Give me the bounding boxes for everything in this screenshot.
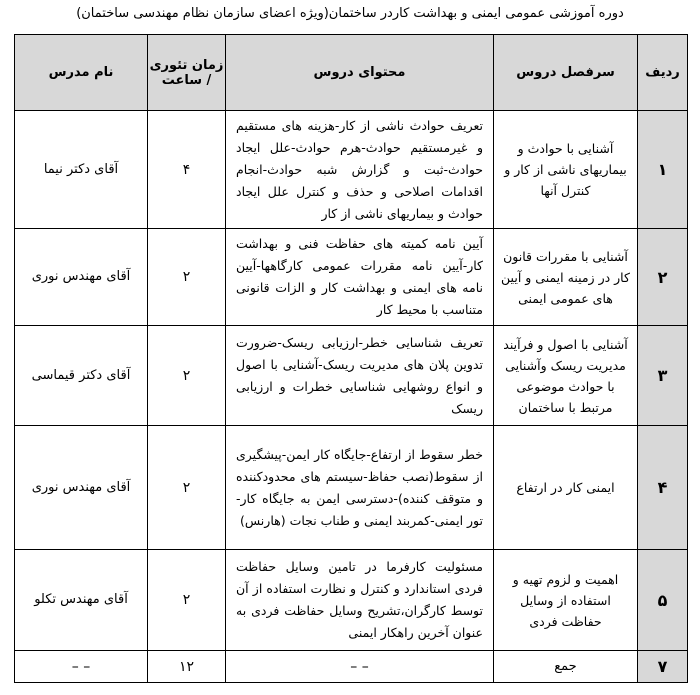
table-row (15, 550, 688, 651)
row-teacher: آقای مهندس تکلو (15, 550, 148, 651)
row-hours: ۴ (148, 111, 226, 229)
row-content: مسئولیت کارفرما در تامین وسایل حفاظت فردی استاندارد و کنترل و نظارت استفاده از آن توسط کارگران،تشریح وسایل حفاظت فردی به عنوان آخرین راهکار ایمنی (226, 550, 494, 651)
row-hours: ۲ (148, 326, 226, 426)
header-teacher: نام مدرس (15, 35, 148, 111)
row-teacher: آقای دکتر نیما (15, 111, 148, 229)
row-content: آیین نامه کمیته های حفاظت فنی و بهداشت کار-آیین نامه مقررات عمومی کارگاهها-آیین نامه های ایمنی و بهداشت کار و الزات قانونی متناسب با محیط کار (226, 229, 494, 326)
total-teacher: – – (15, 651, 148, 683)
header-topic: سرفصل دروس (494, 35, 638, 111)
row-content: خطر سقوط از ارتفاع-جایگاه کار ایمن-پیشگیری از سقوط(نصب حفاظ-سیستم های محدودکننده و متوقف کننده)-دسترسی ایمن به جایگاه کار-تور ایمنی-کمربند ایمنی و طناب نجات (هارنس) (226, 426, 494, 550)
row-topic: آشنایی با اصول و فرآیند مدیریت ریسک وآشنایی با حوادث موضوعی مرتبط با ساختمان (494, 326, 638, 426)
header-hours: زمان تئوری / ساعت (148, 35, 226, 111)
total-label: جمع (494, 651, 638, 683)
header-index: ردیف (638, 35, 688, 111)
row-hours: ۲ (148, 229, 226, 326)
row-index: ۲ (638, 229, 688, 326)
row-topic: آشنایی با حوادث و بیماریهای ناشی از کار و کنترل آنها (494, 111, 638, 229)
row-topic: ایمنی کار در ارتفاع (494, 426, 638, 550)
row-content: تعریف شناسایی خطر-ارزیابی ریسک-ضرورت تدوین پلان های مدیریت ریسک-آشنایی با اصول و انواع روشهایی شناسایی خطرات و ارزیابی ریسک (226, 326, 494, 426)
table-row (15, 229, 688, 326)
table-row (15, 326, 688, 426)
row-topic: اهمیت و لزوم تهیه و استفاده از وسایل حفاظت فردی (494, 550, 638, 651)
total-content: – – (226, 651, 494, 683)
table-header-row (15, 35, 688, 111)
table-row (15, 426, 688, 550)
table-row (15, 111, 688, 229)
row-content: تعریف حوادث ناشی از کار-هزینه های مستقیم و غیرمستقیم حوادث-هرم حوادث-علل ایجاد حوادث-ثبت و گزارش شبه حوادث-انجام اقدامات اصلاحی و حذف و کنترل علل ایجاد حوادث و بیماریهای ناشی از کار (226, 111, 494, 229)
row-index: ۵ (638, 550, 688, 651)
row-index: ۱ (638, 111, 688, 229)
total-index: ۷ (638, 651, 688, 683)
table-total-row (15, 651, 688, 683)
row-topic: آشنایی با مقررات قانون کار در زمینه ایمنی و آیین های عمومی ایمنی (494, 229, 638, 326)
row-teacher: آقای مهندس نوری (15, 229, 148, 326)
row-hours: ۲ (148, 550, 226, 651)
row-hours: ۲ (148, 426, 226, 550)
row-index: ۴ (638, 426, 688, 550)
total-hours: ۱۲ (148, 651, 226, 683)
row-teacher: آقای دکتر قیماسی (15, 326, 148, 426)
document-title: دوره آموزشی عمومی ایمنی و بهداشت کاردر ساختمان(ویژه اعضای سازمان نظام مهندسی ساختمان) (76, 6, 624, 21)
row-index: ۳ (638, 326, 688, 426)
header-content: محتوای دروس (226, 35, 494, 111)
course-table (14, 34, 688, 683)
row-teacher: آقای مهندس نوری (15, 426, 148, 550)
